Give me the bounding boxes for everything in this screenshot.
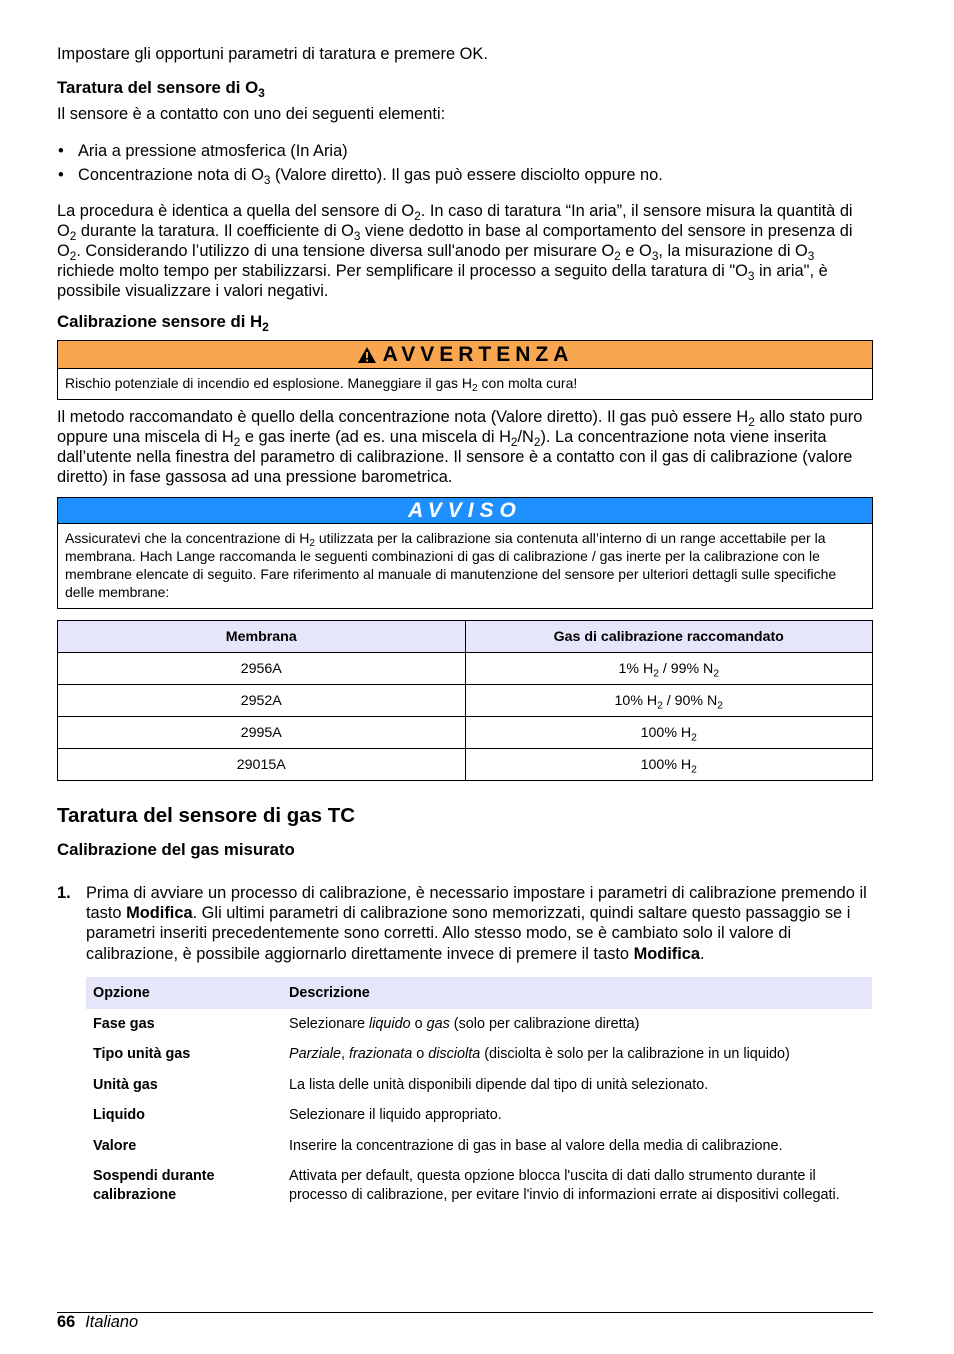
table-header: Opzione — [86, 977, 282, 1009]
option-cell: Tipo unità gas — [93, 1046, 191, 1063]
step-1: 1. Prima di avviare un processo di calibrazione, è necessario impostare i parametri di calibrazione premendo il tasto Modifica. Gli ultimi parametri di calibrazione sono memorizzati, quindi saltare questo passaggio se i parametri inseriti precedentemente sono corretti. Allo stesso modo, se è cambiato solo il valore di calibrazione, è possibile aggiornarlo direttamente invece di premere il tasto Modifica. — [57, 884, 867, 963]
table-row — [86, 1009, 872, 1040]
table-row — [58, 717, 873, 749]
table-row — [58, 685, 873, 717]
membrane-cell: 2952A — [58, 685, 466, 717]
step-number: 1. — [57, 884, 71, 902]
notice-title: AVVISO — [408, 498, 522, 522]
table-row — [86, 1131, 872, 1162]
notice-box — [57, 497, 873, 609]
option-cell: Sospendi durante calibrazione — [93, 1168, 215, 1203]
table-header: Gas di calibrazione raccomandato — [465, 621, 873, 653]
description-cell: Attivata per default, questa opzione blocca l'uscita di dati dallo strumento durante il processo di calibrazione, per evitare l'invio di informazioni errate ai dispositivi collegati. — [289, 1168, 840, 1203]
options-table — [86, 977, 872, 1211]
gas-cell: 1% $H_2 / 99\%$ $N_2$ — [465, 653, 873, 685]
document-page — [57, 44, 873, 1210]
table-row — [86, 1039, 872, 1070]
description-cell: Inserire la concentrazione di gas in base al valore della media di calibrazione. — [289, 1137, 783, 1154]
description-cell: Selezionare liquido o gas (solo per calibrazione diretta) — [289, 1015, 640, 1032]
o3-bullet-list — [57, 141, 873, 185]
warning-triangle-icon — [357, 346, 377, 364]
table-row — [86, 1161, 872, 1210]
o3-paragraph: La procedura è identica a quella del sensore di $O_2$. In caso di taratura “In aria”, il sensore misura la quantità di $O_2$ durante la taratura. Il coefficiente di $O_3$ viene dedotto in base al comportamento del sensore in presenza di $O_2$. Considerando l’utilizzo di una tensione diversa sull'anodo per misurare $O_2$ e $O_3$, la misurazione di $O_3$ richiede molto tempo per stabilizzarsi. Per semplificare il processo a seguito della taratura di "$O_3$ in aria", è possibile visualizzare i valori negativi. — [57, 202, 853, 300]
table-row — [86, 1100, 872, 1131]
h2-paragraph: Il metodo raccomandato è quello della concentrazione nota (Valore diretto). Il gas può essere $H_2$ allo stato puro oppure una miscela di $H_2$ e gas inerte (ad es. una miscela di $H_2/N_2$). La concentrazione nota viene inserita dall’utente nella finestra del parametro di calibrazione. Il sensore è a contatto con il gas di calibrazione (valore diretto) in fase gassosa ad una pressione barometrica. — [57, 408, 863, 486]
tc-subheading: Calibrazione del gas misurato — [57, 840, 295, 859]
notice-header — [58, 498, 872, 524]
list-item: • Aria a pressione atmosferica (In Aria) — [57, 141, 873, 161]
page-number: 66 — [57, 1313, 76, 1331]
o3-heading: Taratura del sensore di $O_3$ — [57, 78, 265, 100]
membrane-cell: 29015A — [58, 749, 466, 781]
description-cell: Selezionare il liquido appropriato. — [289, 1107, 502, 1124]
membrane-table — [57, 620, 873, 781]
list-item: • Concentrazione nota di $O_3$ (Valore diretto). Il gas può essere disciolto oppure no. — [57, 165, 873, 185]
option-cell: Liquido — [93, 1107, 145, 1124]
table-row — [58, 749, 873, 781]
intro-text: Impostare gli opportuni parametri di taratura e premere OK. — [57, 45, 488, 63]
warning-title: AVVERTENZA — [382, 342, 574, 366]
notice-text: Assicuratevi che la concentrazione di $H_2$ utilizzata per la calibrazione sia contenuta all’interno di un range accettabile per la membrana. Hach Lange raccomanda le seguenti combinazioni di gas di calibrazione / gas inerte per la calibrazione con le membrane elencate di seguito. Fare riferimento al manuale di manutenzione del sensore per ulteriori dettagli sulle specifiche delle membrane: — [65, 530, 837, 600]
gas-cell: 100% $H_2$ — [465, 749, 873, 781]
tc-heading: Taratura del sensore di gas TC — [57, 804, 356, 827]
table-row — [58, 653, 873, 685]
footer-language: Italiano — [85, 1313, 139, 1331]
o3-contact-text: Il sensore è a contatto con uno dei seguenti elementi: — [57, 105, 446, 123]
warning-box — [57, 340, 873, 400]
table-header: Membrana — [58, 621, 466, 653]
option-cell: Unità gas — [93, 1076, 158, 1093]
description-cell: Parziale, frazionata o disciolta (disciolta è solo per la calibrazione in un liquido) — [289, 1046, 790, 1063]
gas-cell: 10% $H_2 / 90\%$ $N_2$ — [465, 685, 873, 717]
warning-header — [58, 341, 872, 369]
warning-text: Rischio potenziale di incendio ed esplosione. Maneggiare il gas $H_2$ con molta cura! — [65, 375, 578, 395]
gas-cell: 100% $H_2$ — [465, 717, 873, 749]
option-cell: Fase gas — [93, 1015, 155, 1032]
h2-heading: Calibrazione sensore di $H_2$ — [57, 312, 269, 334]
description-cell: La lista delle unità disponibili dipende dal tipo di unità selezionato. — [289, 1076, 709, 1093]
membrane-cell: 2956A — [58, 653, 466, 685]
membrane-cell: 2995A — [58, 717, 466, 749]
page-footer — [57, 1312, 873, 1332]
table-row — [86, 1070, 872, 1101]
option-cell: Valore — [93, 1137, 137, 1154]
table-header: Descrizione — [282, 977, 872, 1009]
